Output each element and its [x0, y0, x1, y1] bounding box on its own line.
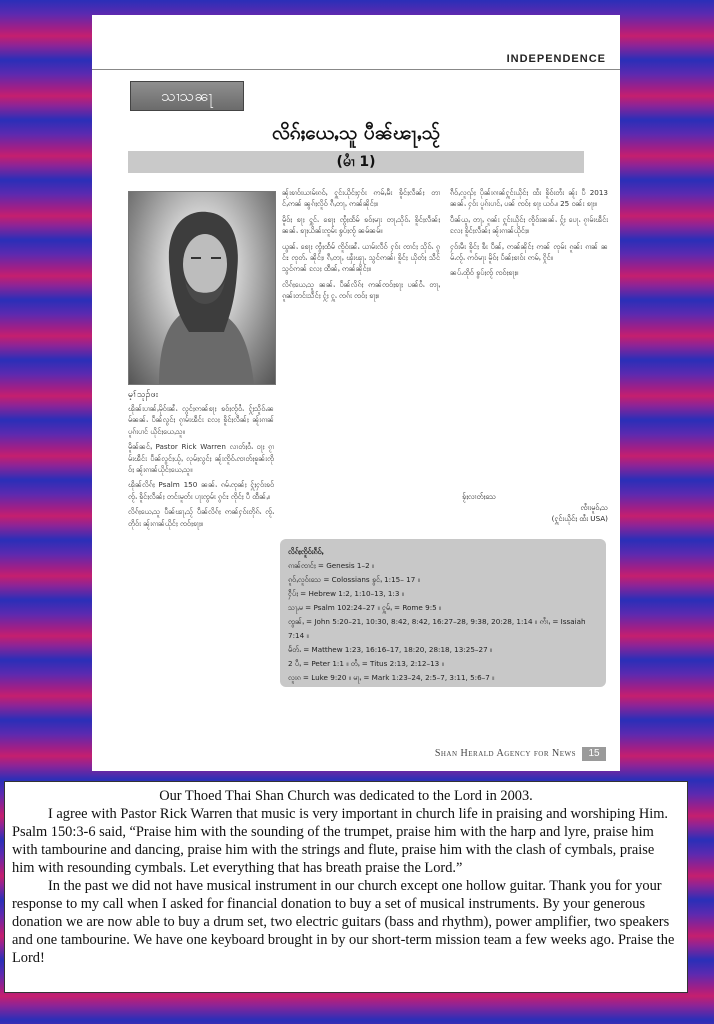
paragraph: ႁဝ်းမီး ၶိူင်ႈ ၶီး ပဵၼ်ႇ ဢၼ်ၼိုင်ႈ ဢၼ် ၸုမ်း ၵူၼ်း ၵၢၼ် ၼမ်ႉၸႂ်ႉ ဢဝ်မႃး မိူဝ်ႈ ပႅၼ်ႈၶၢဝ်း ဢမ်ႇ ႁိုင်။ — [450, 241, 608, 263]
photo-caption: မ့ၢ်သုၣ်ဖး — [128, 390, 159, 400]
reference-line: သႃႇမ = Psalm 102:24–27 ။ ႁူမ်ႇ = Rome 9:5 ။ — [288, 603, 442, 612]
signoff-line: ၶႂ်ႈလၢတ်ႈသေ — [462, 492, 496, 501]
paragraph: In the past we did not have musical instrument in our church except one hollow guitar. Thank you for your response to my call when I asked for financial donation to buy a set of musical instruments. By your generous donation we are now able to buy a drum set, two electric guitars (bass and rhythm), power amplifier, two speakers and one tambourine. We have one keyboard brought in by our short-term mission team a few weeks ago. Praise the Lord! — [12, 878, 675, 966]
paragraph: ၼႂ်းၶၢဝ်းယၢမ်းၵဝ်ႇ ႁူင်းယိုင်ႈႁဝ်း ဢမ်ႇမီး ၶိူင်ႈလဵၼ်ႈ တၢင်ႇဢၼ် ၼွၵ်ႈလိူဝ် ၵီႇတႃႇ ဢၼ်ၼိုင်ႈ။ — [282, 188, 440, 209]
signoff-name: ၸၢႆးမူဝ်ႇသ — [580, 503, 608, 512]
page-number: 15 — [582, 747, 606, 761]
paragraph: မိူၼ်ၼင်ႇ Pastor Rick Warren လၢတ်ႈဝႆႉ ဝႃႈ ၵႂၢမ်းၽဵင်း ပဵၼ်လွင်ႈယႂ်ႇ လုမ်ႈလွင်ႈ ၼႂ်းၸိူဝ်ႉၸၢတ်ႈၶူၼ်းၸိုဝ်ႈ ၼႂ်းၵၢၼ်ယိုင်ႈယေႇသူ။ — [128, 442, 274, 475]
portrait-drawing — [129, 192, 275, 384]
reference-box — [280, 539, 606, 687]
paragraph: လိၵ်ႈယေႇသူ ပီၼ်ၽႃႇသႂ် ပဵၼ်လိၵ်ႈ ဢၼ်ႁဝ်းတိုၵ်ႉ ၸႂ်ႉတိုဝ်း ၼႂ်းၵၢၼ်ယိုင်ႈ ၸဝ်ႈၶႃႈ။ — [128, 507, 274, 528]
article-column-2 — [282, 187, 440, 559]
paragraph: ၼပ်ႉထိုဝ် ၶွပ်ႈၸႂ် ၸဝ်ႈၶႃႈ။ — [450, 268, 519, 278]
paragraph: I agree with Pastor Rick Warren that music is very important in church life in praising and worshiping Him. Psalm 150:3-6 said, “Praise him with the sounding of the trumpet, praise him with the harp and lyre, praise him with tambourine and dancing, praise him with the strings and flute, praise him with the clash of cymbals, praise him with resounding cymbals. Let everything that has breath praise the Lord.” — [12, 806, 669, 876]
article-subtitle: (မၢႆ 1) — [128, 151, 584, 173]
reference-line: မႅတ်ႉ = Matthew 1:23, 16:16–17, 18:20, 28:18, 13:25–27 ။ — [288, 645, 493, 654]
reference-heading: လိၵ်ႈၸိူဝ်းၵဵဝ်ႇ — [288, 547, 324, 556]
article-title: လိၵ်ႈယေႇသူ ပီၼ်ၽႃႇသႂ် — [271, 122, 441, 144]
article-column-3 — [450, 187, 608, 527]
paragraph: ယွၼ်ႉ ၶေႃႈ ၸွႆႈထႅမ် ၸိူဝ်းၼႆႉ ယၢမ်းလဵဝ် ႁဝ်း ၸၢင်ႈ သိုဝ်ႉ ၵွင်ႊ ၸုတ်ႉ ၼိုင်ႈ၊ ၵီႇတႃႇ ၾႆးၾႃႉ သွင်ဢၼ်၊ ၶိူင်ႈ ယိုတ်ႈ သဵင် သွင်ဢၼ် လႄႈ ထဵၼ်ႇ ဢၼ်ၼိုင်ႈ။ — [282, 241, 440, 274]
signoff-church: (ႁူင်းယိုင်ႈ ထႆး USA) — [551, 514, 608, 523]
reference-line: ၸွၼ်ႇ = John 5:20–21, 10:30, 8:42, 8:42, 16:27–28, 9:38, 20:28, 1:14 ။ ဢၢႆႇ = Issaiah 7:14 ။ — [288, 617, 586, 640]
english-translation-box — [4, 781, 688, 993]
publisher-footer: Shan Herald Agency for News — [434, 748, 576, 759]
article-column-1 — [128, 403, 274, 709]
reference-line: 2 ပီႇ = Peter 1:1 ။ တႆႇ = Titus 2:13, 2:12–13 ။ — [288, 659, 444, 668]
reference-line: ၵူဝ်ႇလူဝ်းသေ = Colossians ၶွင်ႇ 1:15– 17 ။ — [288, 575, 420, 584]
header-rule — [92, 69, 620, 70]
magazine-header: INDEPENDENCE — [506, 53, 606, 65]
paragraph: ပဵၼ်ယူႇ တႃႇ ၵူၼ်း ႁူင်းယိုင်ႈ ၸိူဝ်းၼၼ်ႉ ႁႂ်ႈ ပေႃႉ ၵႂၢမ်းၽဵင်း လႄႈ ၶိူင်ႈလဵၼ်ႈ ၼႂ်းၵၢၼ်ယိုင်ႈ။ — [450, 214, 608, 236]
section-tab: သၢသၼႃ — [130, 81, 244, 111]
reference-line: ႁဵပ်ႈ = Hebrew 1:2, 1:10–13, 1:3 ။ — [288, 589, 404, 598]
magazine-page — [92, 15, 620, 771]
paragraph: ၽိုၼ်လိၵ်ႈ Psalm 150 ၼၼ်ႉ ၵမ်ႉၸုၼ်ႈ ႁႂ်ႈႁဝ်းၶဝ် ၸႂ်ႉ ၶိူင်ႈလဵၼ်ႈ တင်းမူတ်း ပႃးၸွမ်း ၵွင်ႊ ၸိုင်ႈ ပီ ထဵၼ်ႇ။ — [128, 480, 274, 501]
paragraph: ၽိုၼ်းပၢၼ်ႇမိုဝ်းၼႆႉ လွင်ႈဢၼ်ၶႃႈ ၶဝ်ႈၸႂ်ဝႆႉ ႁႂ်ႈသိူဝ်ႉၼမ်ၼၼ်ႉ ပဵၼ်လွင်ႈ ၵႂၢမ်းၽဵင်း လႄႈ ၶိူင်ႈလဵၼ်ႈ ၼႂ်းၵၢၼ်ပူၵ်းပၢင် ယိုင်ႈယေႇသူ။ — [128, 404, 274, 436]
paragraph: ၵဵဝ်ႇလူၺ်ႈ ပိုၼ်းၵၢၼ်ႁူင်းယိုင်ႈ ထႆး ၶိူဝ်းတႆး ၼႂ်း ပီ 2013 ၼၼ်ႉ ႁဝ်း ပူၵ်းပၢင်ႇ ပၼ် ၸဝ်ႈ ၶႃႈ ယဝ်ႉ။ 25 ဝၼ်း ၶႃႈ။ — [450, 188, 608, 209]
paragraph: မိူဝ်ႈ ၶႃႈ ႁွင်ႉ ၶေႃႈ ၸွႆႈထႅမ် ၶဝ်ႈမႃး တႃႇသိုဝ်ႉ ၶိူင်ႈလဵၼ်ႈ ၼၼ်ႉ ၶႃႈယိၼ်းၸူမ်း ၶွပ်ႈၸႂ် ၼမ်ၼမ်။ — [282, 214, 440, 236]
jesus-portrait-image — [128, 191, 276, 385]
dedication-line: Our Thoed Thai Shan Church was dedicated to the Lord in 2003. — [159, 788, 533, 804]
author-signoff — [462, 491, 608, 524]
reference-line: လူးၵ = Luke 9:20 ။ မႃႇ = Mark 1:23–24, 2:5–7, 3:11, 5:6–7 ။ — [288, 673, 495, 682]
paragraph: လိၵ်ႈယေႇသူ ၼၼ်ႉ ပဵၼ်လိၵ်ႈ ဢၼ်ၸဝ်ႈၶႃႈ ပၼ်ဝႆႉ တႃႇ ၵူၼ်းတင်းသဵင်ႈ ႁႂ်ႈ ႁူႉ ၸၵ်း ၸဝ်ႈ ၶႃႈ။ — [282, 279, 440, 301]
reference-line: ၵၢၼ်ၸၢင်ႈ = Genesis 1–2 ။ — [288, 561, 375, 570]
